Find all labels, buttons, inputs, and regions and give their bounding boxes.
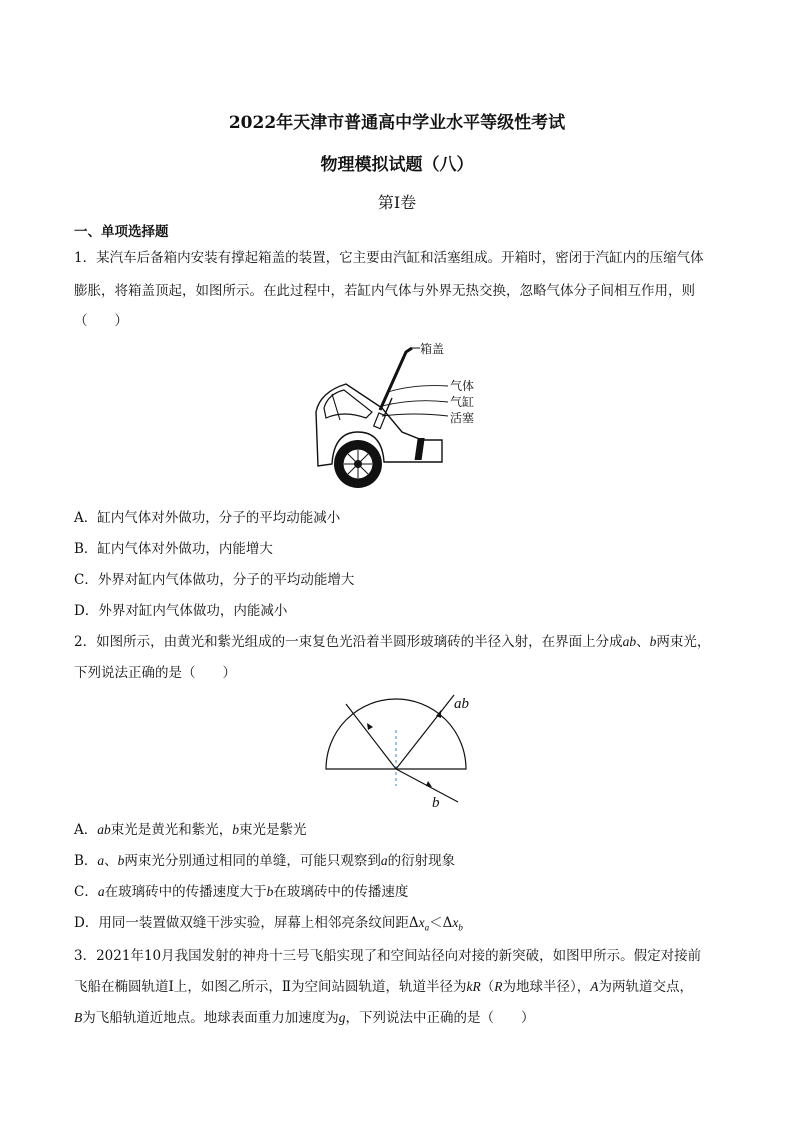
q3-line2-R: R: [494, 979, 503, 994]
q2-option-a-mid: 束光是黄光和紫光，: [110, 822, 233, 838]
q2-option-a-prefix: A．: [74, 822, 98, 838]
q3-line2-a: 飞船在椭圆轨道Ⅰ上，如图乙所示，Ⅱ为空间站圆轨道，轨道半径为: [74, 979, 467, 995]
exam-title: 2022年天津市普通高中学业水平等级性考试: [228, 113, 566, 133]
piston-leader: [382, 414, 448, 416]
q3-line2-b: （: [480, 979, 495, 995]
q1-option-a: A．缸内气体对外做功，分子的平均动能减小: [74, 510, 341, 526]
q3-line2-c: 为地球半径），: [502, 979, 591, 995]
q2-stem-end: 两束光，: [656, 634, 711, 650]
semicircle-glass: [326, 699, 466, 769]
q3-line2-kR: kR: [466, 979, 481, 994]
q1-stem-line3: （ ）: [74, 313, 128, 329]
q2-stem-sep: 、: [636, 634, 650, 650]
q1-stem-line1: 1．某汽车后备箱内安装有撑起箱盖的装置，它主要由汽缸和活塞组成。开箱时，密闭于汽缸内的压缩气体: [74, 250, 704, 266]
q2-stem-line2: 下列说法正确的是（ ）: [74, 665, 236, 681]
q3-stem-line2: [74, 977, 693, 997]
q2-option-a-ab: ab: [97, 822, 111, 837]
cylinder-leader: [382, 401, 448, 406]
q2-option-b-b: b: [117, 853, 125, 868]
q2-option-d-x2: x: [452, 915, 459, 930]
q3-line3-a: 为飞船轨道近地点。地球表面重力加速度为: [82, 1010, 339, 1026]
q2-option-a-end: 束光是紫光: [239, 822, 307, 838]
q1-option-c: C．外界对缸内气体做功，分子的平均动能增大: [74, 572, 355, 588]
q2-option-a-b: b: [232, 822, 239, 837]
q2-option-d: [74, 913, 463, 938]
q3-line2-d: 为两轨道交点，: [598, 979, 694, 995]
q2-option-d-sub-a: a: [424, 922, 430, 933]
q2-option-d-sub-b: b: [458, 922, 463, 933]
q1-option-b: B．缸内气体对外做功，内能增大: [74, 541, 273, 557]
gas-leader: [388, 386, 448, 392]
q2-option-c-mid: 在玻璃砖中的传播速度大于: [104, 884, 267, 900]
q2-semicircle-figure: [320, 690, 480, 810]
label-piston: 活塞: [450, 411, 475, 425]
label-cylinder: 气缸: [450, 395, 475, 409]
q1-option-d: D．外界对缸内气体做功，内能减小: [74, 603, 288, 619]
section-heading: 一、单项选择题: [74, 224, 169, 240]
q2-option-b: [74, 851, 455, 871]
q2-option-c-a: a: [97, 884, 105, 899]
q2-option-b-a: a: [97, 853, 105, 868]
q3-stem-line1: 3．2021年10月我国发射的神舟十三号飞船实现了和空间站径向对接的新突破，如图甲所示。假定对接前: [74, 948, 702, 964]
label-b: b: [432, 795, 440, 810]
q2-stem-line1: [74, 632, 710, 652]
q2-option-b-sep: 、: [104, 853, 118, 869]
q2-stem-b: b: [649, 634, 657, 649]
q2-option-c: [74, 882, 408, 902]
q3-line2-A: A: [590, 979, 599, 994]
q3-line3-b: ，下列说法中正确的是（ ）: [345, 1010, 535, 1026]
q1-car-figure: [310, 336, 490, 506]
label-gas: 气体: [450, 379, 475, 393]
exam-subtitle: 物理模拟试题（八）: [320, 155, 474, 175]
q2-stem-text-a: 2．如图所示，由黄光和紫光组成的一束复色光沿着半圆形玻璃砖的半径入射，在界面上分成: [74, 634, 623, 650]
q2-stem-ab: ab: [622, 634, 637, 649]
q2-option-d-lt: ＜Δ: [429, 915, 453, 931]
q2-option-d-text: D．用同一装置做双缝干涉实验，屏幕上相邻亮条纹间距Δ: [74, 915, 419, 931]
q3-line3-B: B: [74, 1010, 83, 1025]
q3-line3-g: g: [338, 1010, 346, 1025]
q2-option-b-prefix: B．: [74, 853, 98, 869]
volume-label: 第Ⅰ卷: [377, 193, 417, 212]
refracted-arrow: [426, 781, 432, 787]
q2-option-c-b: b: [266, 884, 274, 899]
q2-option-b-end: 的衍射现象: [387, 853, 456, 869]
trunk-lid: [380, 348, 412, 410]
q2-option-c-end: 在玻璃砖中的传播速度: [273, 884, 409, 900]
q1-stem-line2: 膨胀，将箱盖顶起，如图所示。在此过程中，若缸内气体与外界无热交换，忽略气体分子间相互作用，则: [74, 283, 695, 299]
q2-option-c-prefix: C．: [74, 884, 98, 900]
q2-option-d-x1: x: [418, 915, 425, 930]
label-ab: ab: [454, 696, 469, 712]
q3-stem-line3: [74, 1008, 535, 1028]
wheel-spokes: [344, 450, 372, 478]
q2-option-a: [74, 820, 307, 840]
q2-option-b-mid: 两束光分别通过相同的单缝，可能只观察到: [124, 853, 381, 869]
label-lid: 箱盖: [420, 342, 445, 356]
q2-option-b-a2: a: [380, 853, 388, 868]
